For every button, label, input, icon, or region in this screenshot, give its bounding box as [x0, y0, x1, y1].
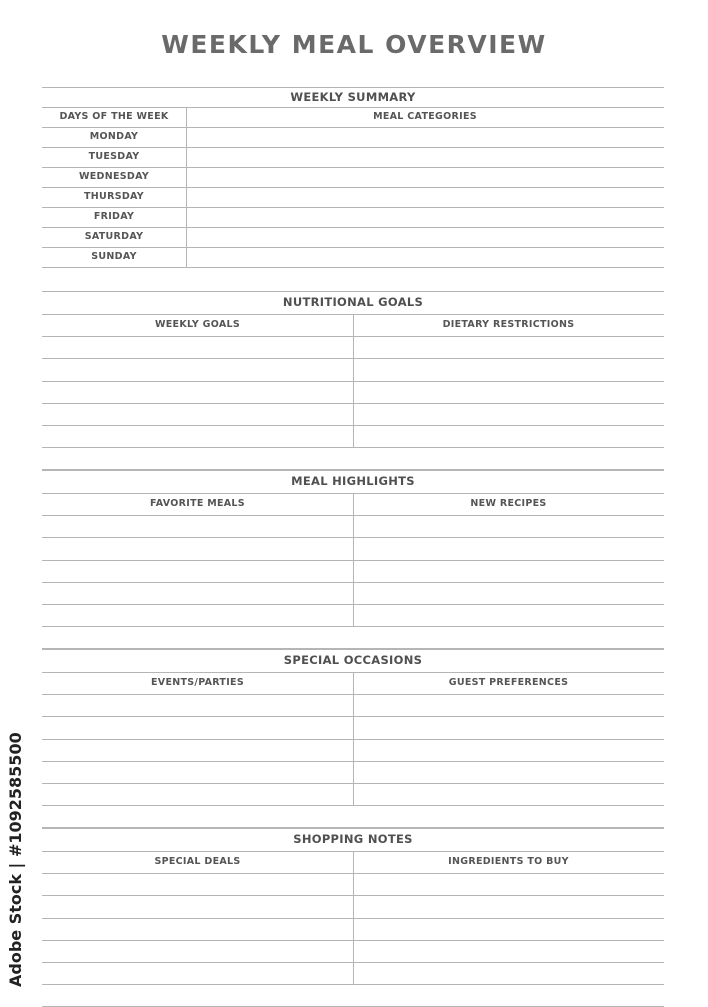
row-rule [42, 805, 664, 806]
write-in-cell-right[interactable] [353, 403, 664, 425]
write-in-cell-left[interactable] [42, 425, 353, 447]
write-in-cell-left[interactable] [42, 604, 353, 626]
meal-category-cell-monday[interactable] [186, 127, 664, 147]
write-in-cell-right[interactable] [353, 537, 664, 559]
day-label-friday: FRIDAY [93, 211, 135, 222]
write-in-cell-right[interactable] [353, 358, 664, 380]
write-in-cell-left[interactable] [42, 783, 353, 805]
write-in-cell-right[interactable] [353, 873, 664, 895]
write-in-cell-left[interactable] [42, 873, 353, 895]
section-heading-shopping-notes: SHOPPING NOTES [293, 832, 413, 846]
write-in-cell-right[interactable] [353, 783, 664, 805]
meal-category-cell-saturday[interactable] [186, 227, 664, 247]
write-in-cell-left[interactable] [42, 716, 353, 738]
write-in-cell-left[interactable] [42, 336, 353, 358]
write-in-cell-left[interactable] [42, 515, 353, 537]
section-heading-meal-highlights: MEAL HIGHLIGHTS [291, 474, 415, 488]
meal-category-cell-thursday[interactable] [186, 187, 664, 207]
write-in-cell-left[interactable] [42, 560, 353, 582]
write-in-cell-right[interactable] [353, 425, 664, 447]
day-label-tuesday: TUESDAY [88, 151, 140, 162]
row-rule [42, 267, 664, 268]
column-header-left: FAVORITE MEALS [150, 498, 245, 509]
write-in-cell-left[interactable] [42, 739, 353, 761]
day-label-saturday: SATURDAY [84, 231, 144, 242]
column-header-left: EVENTS/PARTIES [151, 677, 244, 688]
write-in-cell-left[interactable] [42, 694, 353, 716]
write-in-cell-right[interactable] [353, 739, 664, 761]
row-rule [42, 447, 664, 448]
column-header-left: SPECIAL DEALS [154, 856, 241, 867]
row-rule [42, 984, 664, 985]
column-divider [353, 493, 354, 626]
write-in-cell-right[interactable] [353, 716, 664, 738]
write-in-cell-left[interactable] [42, 761, 353, 783]
day-label-thursday: THURSDAY [84, 191, 144, 202]
write-in-cell-left[interactable] [42, 403, 353, 425]
row-rule [42, 626, 664, 627]
column-header-left: WEEKLY GOALS [154, 319, 241, 330]
write-in-cell-left[interactable] [42, 537, 353, 559]
write-in-cell-right[interactable] [353, 560, 664, 582]
write-in-cell-right[interactable] [353, 962, 664, 984]
column-header-right: NEW RECIPES [470, 498, 547, 509]
column-header-right: INGREDIENTS TO BUY [448, 856, 569, 867]
section-heading-weekly-summary: WEEKLY SUMMARY [290, 90, 416, 104]
day-label-sunday: SUNDAY [91, 251, 137, 262]
meal-category-cell-friday[interactable] [186, 207, 664, 227]
section-heading-special-occasions: SPECIAL OCCASIONS [283, 653, 423, 667]
write-in-cell-left[interactable] [42, 962, 353, 984]
column-header-days: DAYS OF THE WEEK [59, 111, 169, 122]
section-heading-nutritional-goals: NUTRITIONAL GOALS [282, 295, 424, 309]
column-header-right: GUEST PREFERENCES [448, 677, 569, 688]
write-in-cell-right[interactable] [353, 336, 664, 358]
column-divider [186, 107, 187, 267]
column-divider [353, 314, 354, 447]
meal-category-cell-tuesday[interactable] [186, 147, 664, 167]
day-label-monday: MONDAY [89, 131, 139, 142]
write-in-cell-right[interactable] [353, 940, 664, 962]
write-in-cell-right[interactable] [353, 515, 664, 537]
write-in-cell-right[interactable] [353, 582, 664, 604]
write-in-cell-left[interactable] [42, 895, 353, 917]
stock-watermark: Adobe Stock | #1092585500 [6, 732, 25, 987]
write-in-cell-right[interactable] [353, 381, 664, 403]
day-label-wednesday: WEDNESDAY [78, 171, 150, 182]
write-in-cell-left[interactable] [42, 582, 353, 604]
column-header-categories: MEAL CATEGORIES [373, 111, 477, 122]
page-title: WEEKLY MEAL OVERVIEW [161, 30, 547, 59]
column-divider [353, 851, 354, 984]
column-header-right: DIETARY RESTRICTIONS [442, 319, 575, 330]
write-in-cell-right[interactable] [353, 694, 664, 716]
write-in-cell-left[interactable] [42, 358, 353, 380]
write-in-cell-right[interactable] [353, 604, 664, 626]
write-in-cell-right[interactable] [353, 761, 664, 783]
write-in-cell-left[interactable] [42, 381, 353, 403]
meal-category-cell-wednesday[interactable] [186, 167, 664, 187]
meal-category-cell-sunday[interactable] [186, 247, 664, 267]
write-in-cell-left[interactable] [42, 918, 353, 940]
write-in-cell-right[interactable] [353, 895, 664, 917]
write-in-cell-right[interactable] [353, 918, 664, 940]
write-in-cell-left[interactable] [42, 940, 353, 962]
column-divider [353, 672, 354, 805]
